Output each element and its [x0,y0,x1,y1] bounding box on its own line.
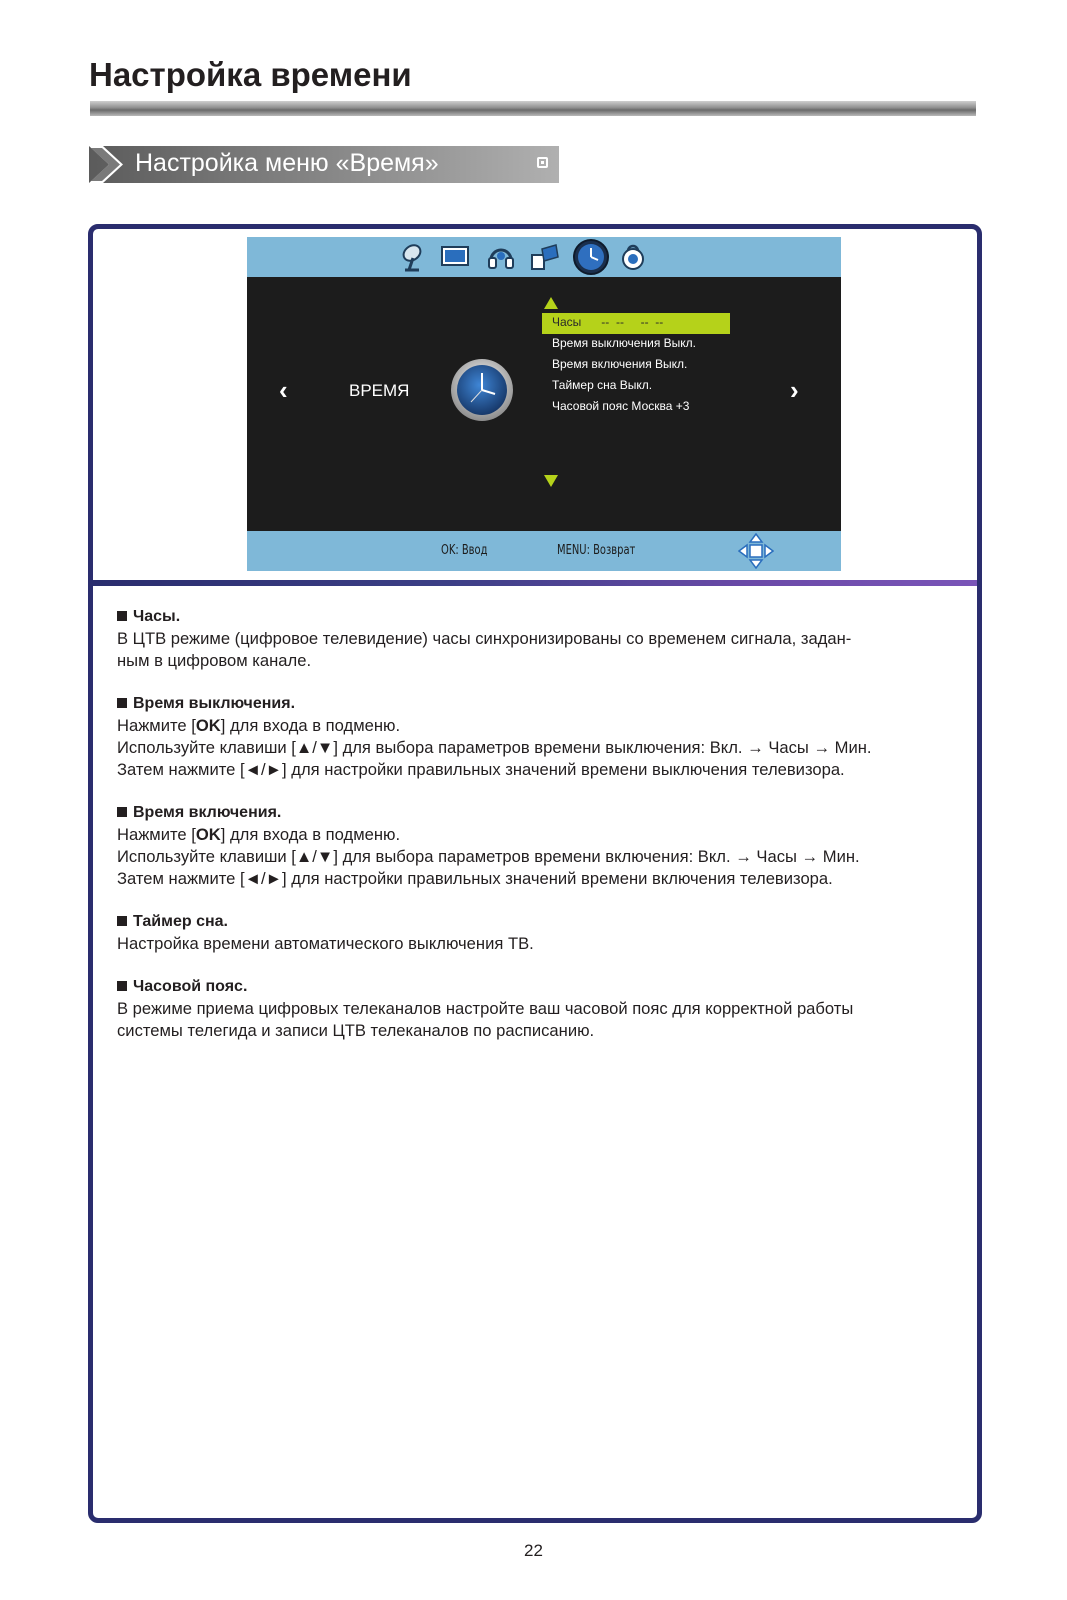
title-rule [90,101,976,116]
bullet-icon [117,807,127,817]
text-run: В ЦТВ режиме (цифровое телевидение) часы синхронизированы со временем сигнала, задан- [117,629,852,648]
page-title: Настройка времени [89,56,412,93]
section-banner [89,146,559,183]
text-line [117,933,947,955]
text-line [117,1020,947,1042]
text-line [117,650,947,672]
tv-arrow-right: › [790,375,799,405]
instructions [117,606,947,1063]
section-heading-text: Таймер сна. [133,913,228,930]
section-heading [117,911,947,933]
satellite-dish-icon [399,242,427,272]
section-heading [117,693,947,715]
text-line [117,846,947,868]
instruction-section [117,911,947,955]
bullet-icon [117,611,127,621]
text-run: Используйте клавиши [▲/▼] для выбора параметров времени включения: Вкл. → Часы → Мин. [117,847,860,866]
bullet-icon [117,981,127,991]
picture-icon [441,246,469,268]
tv-menu-screenshot [247,237,841,571]
tv-menu-item[interactable]: Время выключения Выкл. [552,336,696,350]
text-run: Нажмите [ [117,825,196,844]
square-icon [537,157,548,168]
page-number: 22 [524,1541,543,1560]
text-run: Используйте клавиши [▲/▼] для выбора параметров времени выключения: Вкл. → Часы → Мин. [117,738,872,757]
sound-icon [487,242,515,272]
text-line [117,759,947,781]
text-line [117,824,947,846]
tv-page-label: ВРЕМЯ [349,381,410,400]
section-heading [117,802,947,824]
settings-icon [530,243,560,271]
text-run: ] для входа в подменю. [220,825,401,844]
section-heading-text: Часовой пояс. [133,978,248,995]
text-run: Нажмите [ [117,716,196,735]
text-run: ным в цифровом канале. [117,651,312,670]
text-run: системы телегида и записи ЦТВ телеканалов по расписанию. [117,1021,595,1040]
arrow-up-icon [544,297,558,309]
text-run: ] для входа в подменю. [220,716,401,735]
section-heading [117,606,947,628]
tv-arrow-left: ‹ [279,375,288,405]
tv-menu-item[interactable]: Таймер сна Выкл. [552,378,653,392]
instruction-section [117,693,947,781]
text-run: Затем нажмите [◄/►] для настройки правильных значений времени выключения телевизора. [117,760,845,779]
ok-hint: OK: Ввод [441,543,488,558]
key-label: OK [195,825,221,844]
text-line [117,715,947,737]
section-heading-text: Время выключения. [133,695,296,712]
instruction-section [117,606,947,672]
clock-icon [450,358,514,422]
tv-menu-item[interactable]: Часовой пояс Москва +3 [552,399,690,413]
text-line [117,868,947,890]
navigation-arrows-icon [738,533,774,569]
text-run: В режиме приема цифровых телеканалов настройте ваш часовой пояс для корректной работы [117,999,854,1018]
tv-tab-bar [247,237,841,277]
tv-menu-list [542,313,742,418]
section-heading-text: Время включения. [133,804,282,821]
arrow-down-icon [544,475,558,487]
key-label: OK [195,716,221,735]
tv-menu-item-selected[interactable]: Часы -- -- -- -- [542,313,730,334]
lock-icon [620,242,646,272]
text-line [117,737,947,759]
section-title: Настройка меню «Время» [135,149,439,177]
chevron-right-icon [89,146,129,183]
menu-hint: MENU: Возврат [557,543,636,558]
text-line [117,628,947,650]
text-run: Настройка времени автоматического выключения ТВ. [117,934,534,953]
bullet-icon [117,698,127,708]
section-heading-text: Часы. [133,608,181,625]
bullet-icon [117,916,127,926]
instruction-section [117,802,947,890]
text-run: Затем нажмите [◄/►] для настройки правильных значений времени включения телевизора. [117,869,833,888]
tv-menu-item[interactable]: Время включения Выкл. [552,357,688,371]
text-line [117,998,947,1020]
frame-divider [93,580,977,586]
section-heading [117,976,947,998]
instruction-section [117,976,947,1042]
clock-icon [572,238,610,276]
